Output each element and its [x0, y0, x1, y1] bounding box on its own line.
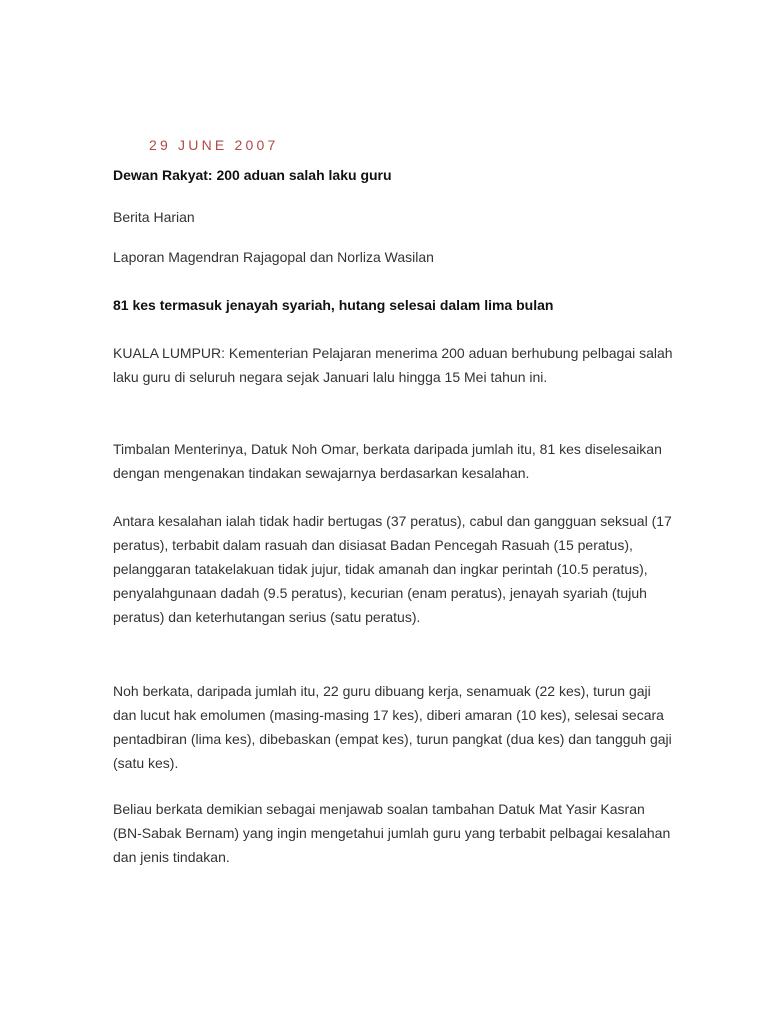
- article-reporters: Laporan Magendran Rajagopal dan Norliza Wasilan: [113, 249, 434, 265]
- paragraph-4: Noh berkata, daripada jumlah itu, 22 guru dibuang kerja, senamuak (22 kes), turun gaji dan lucut hak emolumen (masing-masing 17 kes), diberi amaran (10 kes), selesai secara pentadbiran (lima kes), dibebaskan (empat kes), turun pangkat (dua kes) dan tangguh gaji (satu kes).: [113, 683, 672, 771]
- paragraph-1: KUALA LUMPUR: Kementerian Pelajaran menerima 200 aduan berhubung pelbagai salah laku guru di seluruh negara sejak Januari lalu hingga 15 Mei tahun ini.: [113, 345, 673, 385]
- paragraph-2: Timbalan Menterinya, Datuk Noh Omar, berkata daripada jumlah itu, 81 kes diselesaikan dengan mengenakan tindakan sewajarnya berdasarkan kesalahan.: [113, 441, 662, 481]
- paragraph-3: Antara kesalahan ialah tidak hadir bertugas (37 peratus), cabul dan gangguan seksual (17 peratus), terbabit dalam rasuah dan disiasat Badan Pencegah Rasuah (15 peratus), pelanggaran tatakelakuan tidak jujur, tidak amanah dan ingkar perintah (10.5 peratus), penyalahgunaan dadah (9.5 peratus), kecurian (enam peratus), jenayah syariah (tujuh peratus) dan keterhutangan serius (satu peratus).: [113, 513, 672, 625]
- article-source: Berita Harian: [113, 209, 195, 225]
- article-title: Dewan Rakyat: 200 aduan salah laku guru: [113, 167, 392, 183]
- article-date: 29 JUNE 2007: [149, 137, 279, 153]
- paragraph-5: Beliau berkata demikian sebagai menjawab soalan tambahan Datuk Mat Yasir Kasran (BN-Sabak Bernam) yang ingin mengetahui jumlah guru yang terbabit pelbagai kesalahan dan jenis tindakan.: [113, 801, 671, 865]
- article-subheading: 81 kes termasuk jenayah syariah, hutang selesai dalam lima bulan: [113, 297, 554, 313]
